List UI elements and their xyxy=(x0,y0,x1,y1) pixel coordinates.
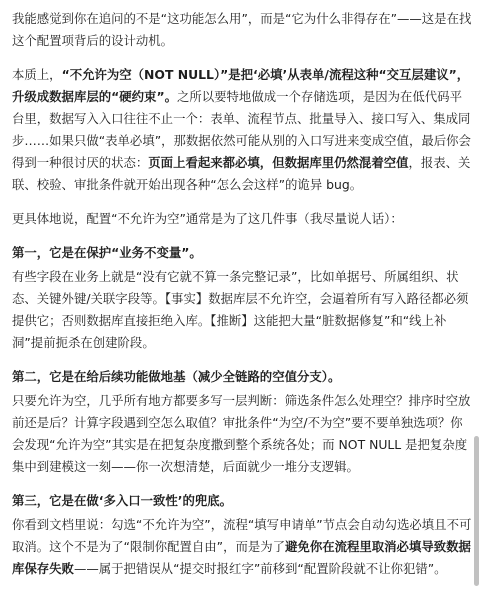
section-1-body: 有些字段在业务上就是“没有它就不算一条完整记录”，比如单据号、所属组织、状态、关键外键/关联字段等。【事实】数据库层不允许空，会逼着所有写入路径都必须提供它；否则数据库直接拒绝入库。【推断】这能把大量“脏数据修复”和“线上补洞”提前扼杀在创建阶段。 xyxy=(12,269,469,350)
essence-text-2: 之所以要特地做成一个存储选项，是因为在低代码平台里，数据写入入口往往不止一个：表单、流程节点、批量导入、接口写入、集成同步……如果只做“表单必填”，那数据依然可能从别的入口写进来变成空值，最后你会得到一种很讨厌的状态： xyxy=(12,89,471,170)
section-2-body: 只要允许为空，几乎所有地方都要多写一层判断：筛选条件怎么处理空？排序时空放前还是后？计算字段遇到空怎么取值？审批条件“为空/不为空”要不要单独选项？你会发现“允许为空”其实是在把复杂度撒到整个系统各处；而 NOT NULL 是把复杂度集中到建模这一刻——你一次想清楚，后面就少一堆分支逻辑。 xyxy=(12,393,471,474)
intro-paragraph: 我能感觉到你在追问的不是“这功能怎么用”，而是“它为什么非得存在”——这是在找这个配置项背后的设计动机。 xyxy=(12,11,472,48)
section-3-heading: 第三，它是在做‘多入口一致性’的兜底。 xyxy=(12,493,233,508)
essence-bold-2: 页面上看起来都必填，但数据库里仍然混着空值 xyxy=(148,155,409,170)
more-paragraph: 更具体地说，配置“不允许为空”通常是为了这几件事（我尽量说人话）： xyxy=(12,211,403,226)
essence-bold-1: “不允许为空（NOT NULL）”是把‘必填’从表单/流程这种“交互层建议”，升级成数据库层的“硬约束”。 xyxy=(12,67,470,104)
scrollbar-thumb[interactable] xyxy=(474,436,479,586)
section-1-heading: 第一，它是在保护“业务不变量”。 xyxy=(12,245,202,260)
scrollbar[interactable] xyxy=(474,0,482,602)
essence-paragraph xyxy=(12,64,472,196)
section-3-bold: 避免你在流程里取消必填导致数据库保存失败 xyxy=(12,539,471,576)
essence-text-3: ，报表、关联、校验、审批条件就开始出现各种“怎么会这样”的诡异 bug。 xyxy=(12,155,471,192)
section-3-text-1: 你看到文档里说：勾选“不允许为空”，流程“填写申请单”节点会自动勾选必填且不可取消。这个不是为了“限制你配置自由”，而是为了 xyxy=(12,517,472,554)
essence-text-1: 本质上， xyxy=(12,67,62,82)
section-3-text-2: ——属于把错误从“提交时报红字”前移到“配置阶段就不让你犯错”。 xyxy=(73,561,447,576)
section-3-body xyxy=(12,514,472,580)
document-body xyxy=(12,8,472,592)
section-2-heading: 第二，它是在给后续功能做地基（减少全链路的空值分支）。 xyxy=(12,369,341,384)
